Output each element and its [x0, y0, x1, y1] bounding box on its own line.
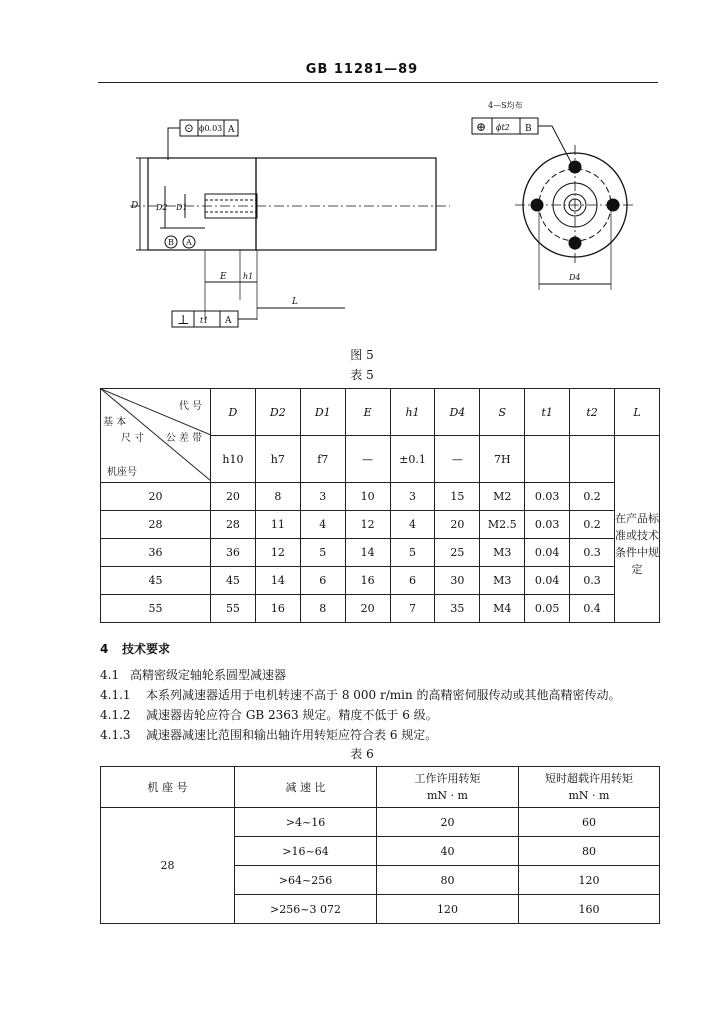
cell: 0.2: [570, 511, 615, 539]
cell: M3: [480, 539, 525, 567]
frame-cell: 45: [101, 567, 211, 595]
frame-cell: 28: [101, 511, 211, 539]
cell: 20: [435, 511, 480, 539]
ratio-cell: >64~256: [235, 866, 377, 895]
tol-D: h10: [211, 436, 256, 483]
sym-D2: D2: [255, 389, 300, 436]
corner-size: 尺 寸: [121, 433, 145, 444]
table-row: [101, 511, 660, 539]
paragraph-4-1-1: [100, 686, 621, 703]
cell: 16: [345, 567, 390, 595]
corner-basic: 基 本: [103, 417, 127, 428]
cell: 12: [345, 511, 390, 539]
col-frame: 机 座 号: [101, 767, 235, 808]
dim-D1: D1: [176, 203, 188, 212]
sym-h1: h1: [390, 389, 435, 436]
work-torque-unit: mN · m: [427, 789, 468, 802]
cell: 36: [211, 539, 256, 567]
table-row: [101, 539, 660, 567]
sym-E: E: [345, 389, 390, 436]
table-row: [101, 567, 660, 595]
para-number: 4.1.2: [100, 708, 131, 722]
para-text: 本系列减速器适用于电机转速不高于 8 000 r/min 的高精密伺服传动或其他高精密传动。: [146, 688, 621, 702]
section-number: 4: [100, 642, 109, 656]
figure-caption: 图 5: [350, 348, 374, 362]
dim-D2: D2: [156, 203, 168, 212]
dim-E: E: [220, 272, 227, 282]
cell: 16: [255, 595, 300, 623]
sym-t1: t1: [525, 389, 570, 436]
holes-note: 4—S均布: [488, 101, 523, 110]
position-tolerance: ϕt2: [496, 123, 510, 132]
overload-torque-label: 短时超载许用转矩: [545, 772, 633, 785]
cell: 25: [435, 539, 480, 567]
concentricity-symbol: ⊙: [184, 121, 195, 135]
work-torque-label: 工作许用转矩: [414, 772, 481, 785]
table-row: [101, 595, 660, 623]
cell: 14: [255, 567, 300, 595]
ratio-cell: >4~16: [235, 808, 377, 837]
sym-S: S: [480, 389, 525, 436]
cell: 0.05: [525, 595, 570, 623]
frame-cell: 36: [101, 539, 211, 567]
cell: 3: [300, 483, 345, 511]
dim-h1: h1: [243, 272, 254, 281]
corner-code: 代 号: [178, 401, 202, 412]
overload-cell: 80: [519, 837, 660, 866]
cell: 14: [345, 539, 390, 567]
tol-h1: ±0.1: [390, 436, 435, 483]
position-datum: B: [525, 124, 532, 134]
table6-title: 表 6: [350, 747, 374, 761]
cell: 4: [390, 511, 435, 539]
cell: 0.3: [570, 539, 615, 567]
cell: 45: [211, 567, 256, 595]
cell: 15: [435, 483, 480, 511]
paragraph-4-1: [100, 666, 286, 683]
tol-E: —: [345, 436, 390, 483]
cell: M3: [480, 567, 525, 595]
datum-labels: [165, 236, 195, 248]
cell: 3: [390, 483, 435, 511]
cell: 7: [390, 595, 435, 623]
cell: 6: [390, 567, 435, 595]
col-ratio: 减 速 比: [235, 767, 377, 808]
tol-S: 7H: [480, 436, 525, 483]
ratio-cell: >256~3 072: [235, 895, 377, 924]
perp-symbol: ⊥: [177, 313, 190, 328]
cell: 35: [435, 595, 480, 623]
para-text: 高精密级定轴轮系圆型减速器: [130, 668, 287, 682]
cell: 20: [211, 483, 256, 511]
cell: 11: [255, 511, 300, 539]
table-6: [100, 766, 660, 924]
figure-5-drawing: [0, 0, 724, 360]
para-number: 4.1: [100, 668, 120, 682]
table5-symbol-row: [101, 389, 660, 436]
work-cell: 20: [377, 808, 519, 837]
cell: 0.04: [525, 539, 570, 567]
frame-cell: 28: [101, 808, 235, 924]
table6-header-row: [101, 767, 660, 808]
cell: 30: [435, 567, 480, 595]
section-heading: [100, 640, 170, 657]
cell: 12: [255, 539, 300, 567]
perp-datum: A: [225, 316, 232, 326]
frame-cell: 20: [101, 483, 211, 511]
cell: 0.03: [525, 483, 570, 511]
cell: M2.5: [480, 511, 525, 539]
cell: M2: [480, 483, 525, 511]
overload-cell: 60: [519, 808, 660, 837]
cell: 8: [255, 483, 300, 511]
cell: 20: [345, 595, 390, 623]
cell: 0.2: [570, 483, 615, 511]
cell: 0.4: [570, 595, 615, 623]
cell: M4: [480, 595, 525, 623]
work-cell: 40: [377, 837, 519, 866]
sym-D4: D4: [435, 389, 480, 436]
overload-cell: 120: [519, 866, 660, 895]
para-text: 减速器齿轮应符合 GB 2363 规定。精度不低于 6 级。: [146, 708, 438, 722]
concentricity-frame: [180, 120, 238, 136]
dim-L: L: [292, 297, 298, 307]
sym-t2: t2: [570, 389, 615, 436]
position-symbol: ⊕: [476, 120, 487, 134]
table5-title: 表 5: [350, 368, 374, 382]
cell: 0.04: [525, 567, 570, 595]
cell: 8: [300, 595, 345, 623]
tol-D2: h7: [255, 436, 300, 483]
dim-D4: D4: [569, 273, 581, 282]
cell: 28: [211, 511, 256, 539]
concentricity-tolerance: ϕ0.03: [199, 124, 223, 133]
cell: 5: [390, 539, 435, 567]
paragraph-4-1-3: [100, 726, 437, 743]
work-cell: 120: [377, 895, 519, 924]
col-overload-torque: [519, 767, 660, 808]
cell: 4: [300, 511, 345, 539]
sym-L: L: [615, 389, 660, 436]
tol-t2: [570, 436, 615, 483]
cell: 55: [211, 595, 256, 623]
overload-cell: 160: [519, 895, 660, 924]
cell: 6: [300, 567, 345, 595]
para-number: 4.1.3: [100, 728, 131, 742]
sym-D: D: [211, 389, 256, 436]
paragraph-4-1-2: [100, 706, 438, 723]
para-number: 4.1.1: [100, 688, 131, 702]
standard-number: GB 11281—89: [305, 62, 419, 77]
cell: 0.3: [570, 567, 615, 595]
dim-D: D: [131, 201, 139, 211]
datum-A: A: [186, 238, 192, 247]
position-frame: [472, 118, 538, 134]
tol-D1: f7: [300, 436, 345, 483]
concentricity-datum: A: [228, 125, 235, 135]
frame-cell: 55: [101, 595, 211, 623]
para-text: 减速器减速比范围和输出轴许用转矩应符合表 6 规定。: [146, 728, 438, 742]
work-cell: 80: [377, 866, 519, 895]
corner-frame: 机座号: [107, 467, 137, 478]
corner-tol: 公 差 带: [165, 433, 203, 444]
ratio-cell: >16~64: [235, 837, 377, 866]
table-5: [100, 388, 660, 623]
table5-corner: [101, 389, 211, 483]
table5-note: 在产品标准或技术条件中规定: [615, 436, 660, 623]
overload-torque-unit: mN · m: [568, 789, 610, 802]
perp-tolerance: t1: [200, 316, 209, 325]
datum-B: B: [168, 238, 174, 247]
table-row: [101, 483, 660, 511]
cell: 5: [300, 539, 345, 567]
cell: 0.03: [525, 511, 570, 539]
section-title: 技术要求: [122, 642, 171, 656]
sym-D1: D1: [300, 389, 345, 436]
table-row: [101, 808, 660, 837]
col-work-torque: [377, 767, 519, 808]
cell: 10: [345, 483, 390, 511]
tol-D4: —: [435, 436, 480, 483]
tol-t1: [525, 436, 570, 483]
